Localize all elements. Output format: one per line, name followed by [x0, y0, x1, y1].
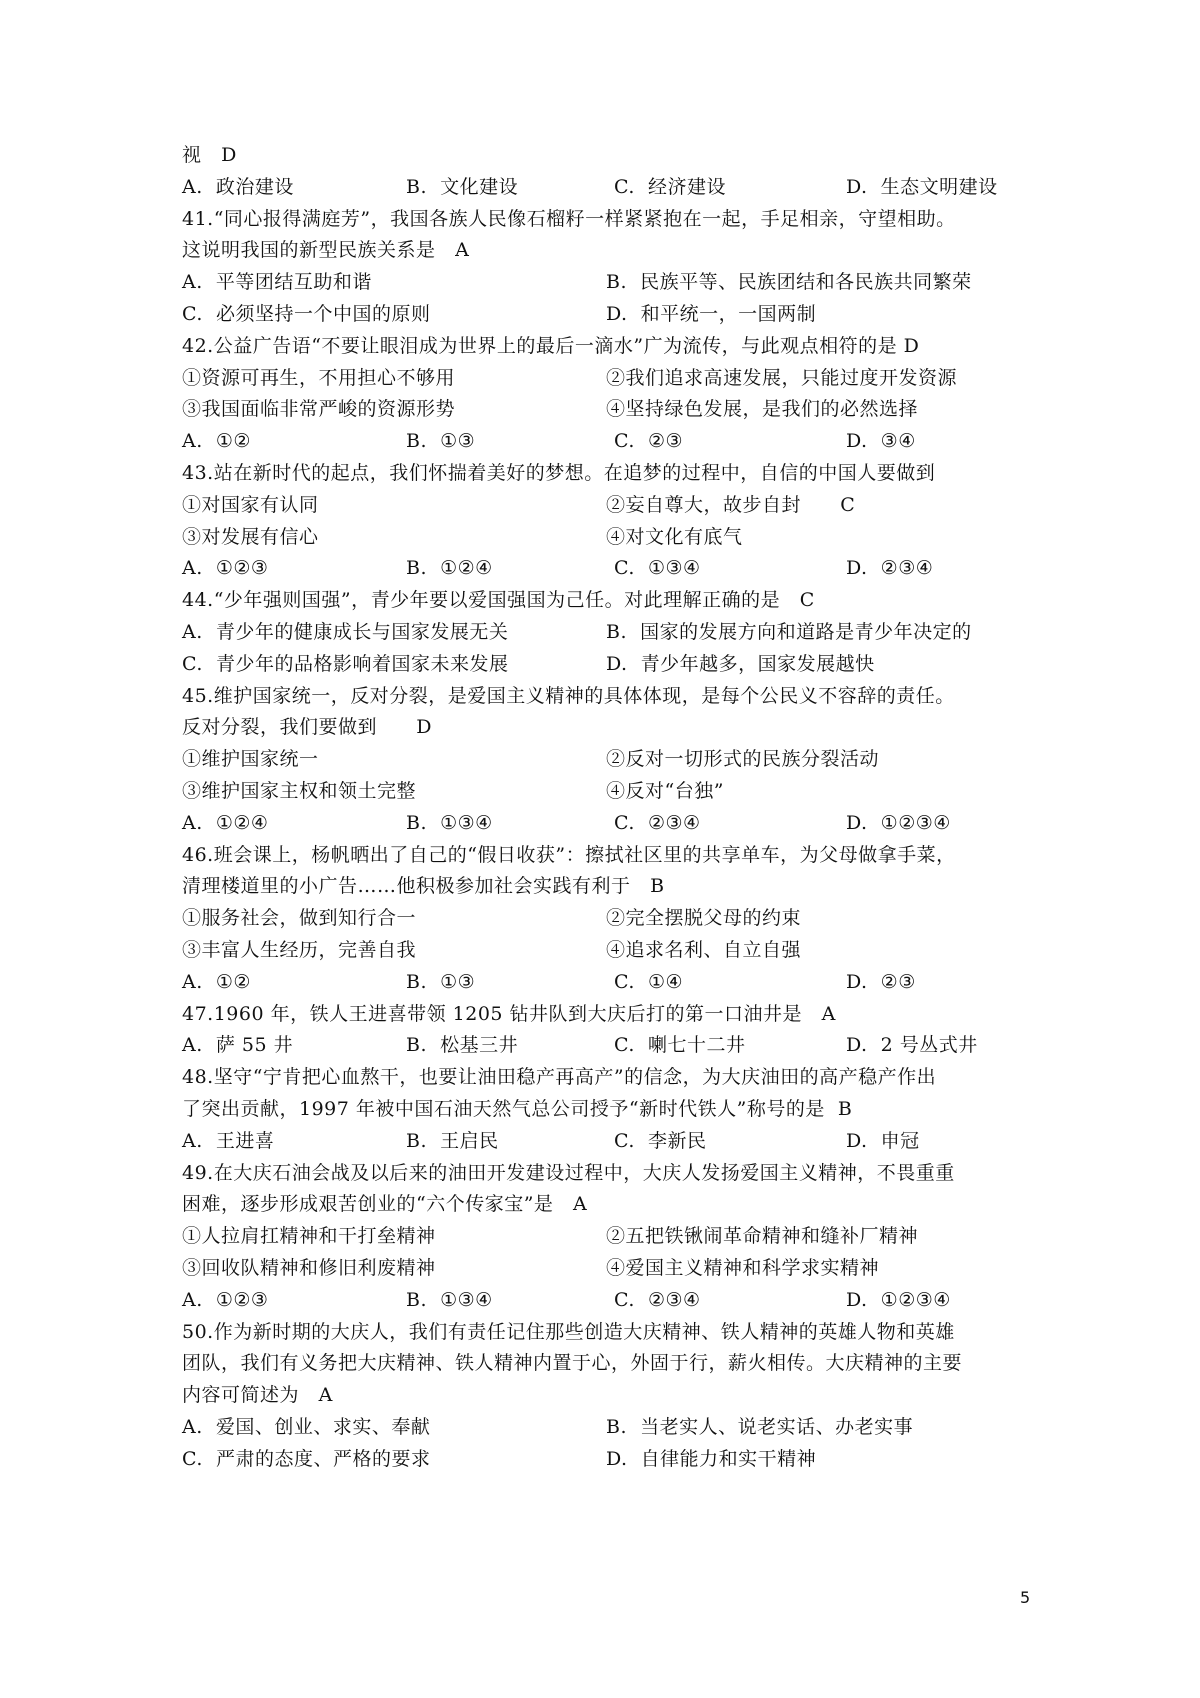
option-item: D. ②③ — [846, 970, 916, 993]
option-row — [182, 776, 1062, 806]
option-item: C. 青少年的品格影响着国家未来发展 — [182, 652, 509, 675]
option-item: A. ①② — [182, 430, 251, 453]
option-row — [182, 1412, 1062, 1442]
text-line: 反对分裂，我们要做到 D — [182, 716, 432, 739]
option-item: A. ①②③ — [182, 557, 269, 580]
text-line: 45.维护国家统一，反对分裂，是爱国主义精神的具体体现，是每个公民义不容辞的责任。 — [182, 684, 955, 707]
option-row — [182, 299, 1062, 329]
option-row — [182, 172, 1062, 202]
option-item: ②妄自尊大，故步自封 C — [606, 493, 856, 516]
option-item: C. 经济建设 — [614, 175, 726, 198]
option-item: C. 必须坚持一个中国的原则 — [182, 303, 431, 325]
option-item: ①服务社会，做到知行合一 — [182, 907, 417, 930]
option-item: ②反对一切形式的民族分裂活动 — [606, 748, 880, 771]
text-line: 这说明我国的新型民族关系是 A — [182, 239, 470, 262]
option-row — [182, 553, 1062, 583]
option-item: ③丰富人生经历，完善自我 — [182, 939, 417, 961]
option-item: A. 萨 55 井 — [182, 1034, 294, 1057]
option-row — [182, 522, 1062, 552]
text-line: 了突出贡献，1997 年被中国石油天然气总公司授予“新时代铁人”称号的是 B — [182, 1098, 853, 1120]
option-item: ④追求名利、自立自强 — [606, 939, 802, 961]
option-item: A. 政治建设 — [182, 175, 294, 198]
option-item: C. 李新民 — [614, 1129, 707, 1152]
option-item: B. ①②④ — [406, 557, 493, 580]
option-item: A. ①②③ — [182, 1288, 269, 1311]
text-line: 41.“同心报得满庭芳”，我国各族人民像石榴籽一样紧紧抱在一起，手足相亲，守望相助。 — [182, 207, 956, 230]
option-row — [182, 1253, 1062, 1283]
option-item: C. ②③ — [614, 430, 684, 453]
option-item: A. 青少年的健康成长与国家发展无关 — [182, 621, 509, 643]
option-item: A. ①②④ — [182, 811, 269, 834]
option-item: ④反对“台独” — [606, 780, 724, 802]
text-line: 47.1960 年，铁人王进喜带领 1205 钻井队到大庆后打的第一口油井是 A — [182, 1002, 836, 1025]
text-line: 团队，我们有义务把大庆精神、铁人精神内置于心，外固于行，薪火相传。大庆精神的主要 — [182, 1352, 963, 1375]
option-row — [182, 935, 1062, 965]
page-number: 5 — [1020, 1588, 1031, 1607]
option-item: B. ①③ — [406, 970, 476, 993]
option-item: ④坚持绿色发展，是我们的必然选择 — [606, 398, 919, 421]
option-item: C. 喇七十二井 — [614, 1034, 746, 1057]
option-row — [182, 267, 1062, 297]
option-item: A. 爱国、创业、求实、奉献 — [182, 1416, 431, 1438]
text-line: 视 D — [182, 144, 237, 166]
option-item: B. ①③④ — [406, 1288, 493, 1311]
option-item: B. ①③④ — [406, 811, 493, 834]
option-row — [182, 617, 1062, 647]
option-row — [182, 1221, 1062, 1251]
option-row — [182, 967, 1062, 997]
option-item: B. ①③ — [406, 430, 476, 453]
text-line: 44.“少年强则国强”，青少年要以爱国强国为己任。对此理解正确的是 C — [182, 589, 815, 612]
text-line: 42.公益广告语“不要让眼泪成为世界上的最后一滴水”广为流传，与此观点相符的是 D — [182, 334, 920, 357]
option-item: ①维护国家统一 — [182, 748, 319, 771]
text-line: 46.班会课上，杨帆晒出了自己的“假日收获”：擦拭社区里的共享单车，为父母做拿手菜， — [182, 843, 956, 866]
option-item: D. 青少年越多，国家发展越快 — [606, 652, 875, 675]
option-row — [182, 1126, 1062, 1156]
option-item: B. 王启民 — [406, 1129, 499, 1152]
option-row — [182, 394, 1062, 424]
option-row — [182, 1444, 1062, 1474]
option-item: D. ③④ — [846, 430, 916, 453]
option-item: ③我国面临非常严峻的资源形势 — [182, 398, 456, 421]
option-item: B. 文化建设 — [406, 175, 519, 198]
option-item: D. 自律能力和实干精神 — [606, 1447, 817, 1470]
option-item: B. 国家的发展方向和道路是青少年决定的 — [606, 621, 972, 643]
text-line: 内容可简述为 A — [182, 1384, 333, 1407]
option-item: C. ②③④ — [614, 1288, 701, 1311]
option-item: C. ①③④ — [614, 557, 701, 580]
option-item: ①对国家有认同 — [182, 493, 319, 516]
option-item: ④对文化有底气 — [606, 525, 743, 548]
option-item: ①人拉肩扛精神和干打垒精神 — [182, 1225, 436, 1248]
text-line: 清理楼道里的小广告……他积极参加社会实践有利于 B — [182, 875, 665, 898]
option-item: D. 2 号丛式井 — [846, 1034, 978, 1057]
option-row — [182, 363, 1062, 393]
option-item: ②完全摆脱父母的约束 — [606, 907, 802, 930]
option-item: ③对发展有信心 — [182, 525, 319, 548]
option-item: C. ②③④ — [614, 811, 701, 834]
text-line: 49.在大庆石油会战及以后来的油田开发建设过程中，大庆人发扬爱国主义精神，不畏重重 — [182, 1161, 955, 1184]
option-item: A. 平等团结互助和谐 — [182, 271, 372, 294]
option-item: B. 当老实人、说老实话、办老实事 — [606, 1416, 914, 1438]
option-row — [182, 490, 1062, 520]
option-item: D. ②③④ — [846, 557, 934, 580]
text-line: 50.作为新时期的大庆人，我们有责任记住那些创造大庆精神、铁人精神的英雄人物和英雄 — [182, 1320, 955, 1343]
text-line: 43.站在新时代的起点，我们怀揣着美好的梦想。在追梦的过程中，自信的中国人要做到 — [182, 462, 936, 484]
option-row — [182, 1285, 1062, 1315]
option-row — [182, 808, 1062, 838]
option-row — [182, 903, 1062, 933]
option-item: D. 申冠 — [846, 1129, 920, 1152]
option-item: D. ①②③④ — [846, 811, 951, 834]
option-item: B. 松基三井 — [406, 1034, 519, 1057]
option-item: D. ①②③④ — [846, 1288, 951, 1311]
option-item: ②我们追求高速发展，只能过度开发资源 — [606, 366, 958, 389]
option-row — [182, 649, 1062, 679]
option-item: ③回收队精神和修旧利废精神 — [182, 1257, 436, 1279]
text-line: 困难，逐步形成艰苦创业的“六个传家宝”是 A — [182, 1193, 588, 1216]
option-item: C. ①④ — [614, 970, 684, 993]
option-item: ④爱国主义精神和科学求实精神 — [606, 1257, 880, 1279]
option-item: D. 生态文明建设 — [846, 175, 998, 198]
option-row — [182, 426, 1062, 456]
option-row — [182, 1030, 1062, 1060]
option-item: A. 王进喜 — [182, 1129, 275, 1152]
option-item: C. 严肃的态度、严格的要求 — [182, 1447, 431, 1470]
option-row — [182, 744, 1062, 774]
option-item: B. 民族平等、民族团结和各民族共同繁荣 — [606, 271, 972, 294]
text-line: 48.坚守“宁肯把心血熬干，也要让油田稳产再高产”的信念，为大庆油田的高产稳产作出 — [182, 1066, 937, 1089]
option-item: A. ①② — [182, 970, 251, 993]
option-item: ②五把铁锹闹革命精神和缝补厂精神 — [606, 1225, 919, 1248]
option-item: D. 和平统一，一国两制 — [606, 303, 817, 325]
option-item: ③维护国家主权和领土完整 — [182, 780, 417, 802]
option-item: ①资源可再生，不用担心不够用 — [182, 366, 456, 389]
